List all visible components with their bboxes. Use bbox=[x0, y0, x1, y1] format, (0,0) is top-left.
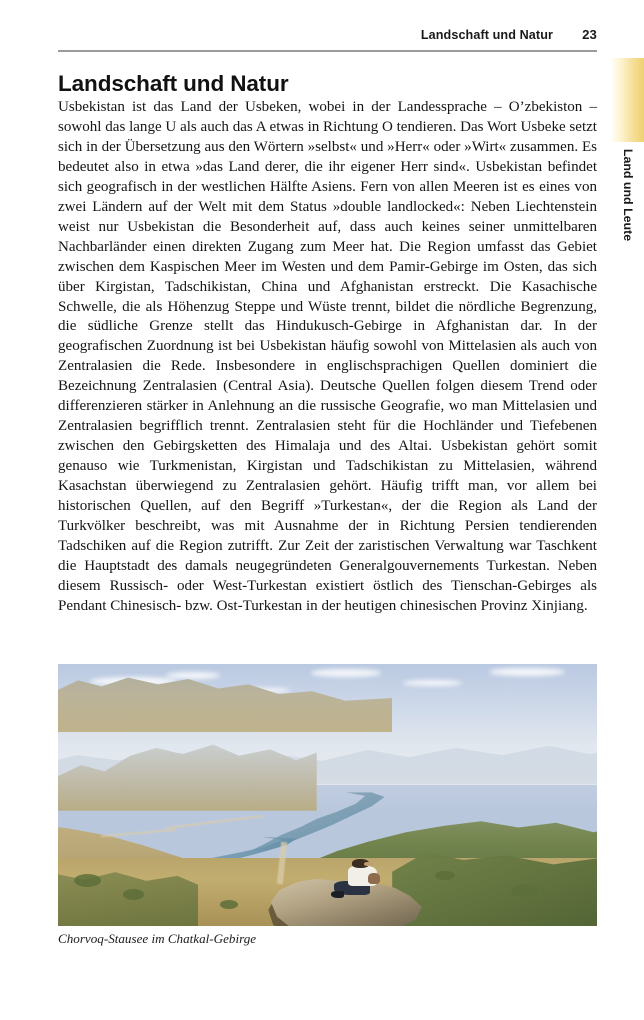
figure bbox=[58, 664, 597, 926]
page-title: Landschaft und Natur bbox=[58, 71, 289, 97]
body-paragraph: Usbekistan ist das Land der Usbeken, wobei in der Landessprache – O’zbekiston – sowohl das lange U als auch das A etwas in Richtung O tendieren. Das Wort Usbeke setzt sich in der Übersetzung aus den Wörtern »selbst« und »Herr« oder »Wirt« zusammen. Es bedeutet also in etwa »das Land derer, die ihr eigener Herr sind«. Usbekistan befindet sich geografisch in der westlichen Hälfte Asiens. Fern von allen Meeren ist es eines von zwei Ländern auf der Welt mit dem Status »double landlocked«: Neben Liechtenstein weist nur Usbekistan die Besonderheit auf, dass auch keines seiner unmittelbaren Nachbarländer einen direkten Zugang zum Meer hat. Die Region umfasst das Gebiet zwischen dem Kaspischen Meer im Westen und dem Pamir-Gebirge im Osten, das sich über Kirgistan, Tadschikistan, China und Afghanistan erstreckt. Die Kasachische Schwelle, die als Höhenzug Steppe und Wüste trennt, bildet die nördliche Begrenzung, die südliche Grenze stellt das Hindukusch-Gebirge in Afghanistan dar. In der geografischen Zuordnung ist bei Usbekistan häufig sowohl von Mittelasien als auch von Zentralasien die Rede. Insbesondere in englischsprachigen Quellen dominiert die Bezeichnung Zentralasien (Central Asia). Deutsche Quellen folgen diesem Trend oder differenzieren stärker in Anlehnung an die russische Geografie, wo man Mittelasien und Zentralasien begrifflich trennt. Zentralasien steht für die Hochländer und Tiefebenen zwischen den Gebirgsketten des Himalaja und des Altai. Usbekistan gehört somit genauso wie Turkmenistan, Kirgistan und Tadschikistan zu Mittelasien, während Kasachstan überwiegend zu Zentralasien gehört. Häufig trifft man, vor allem bei historischen Quellen, auf den Begriff »Turkestan«, der die Region als Land der Turkvölker beschreibt, was mit Ausnahme der in Richtung Persien tendierenden Tadschiken auf die Region zutrifft. Zur Zeit der zaristischen Verwaltung war Taschkent die Hauptstadt des damals neugegründeten Generalgouvernements Turkestan. Neben diesem Russisch- oder West-Turkestan existiert östlich des Tienschan-Gebirges als Pendant Chinesisch- bzw. Ost-Turkestan in der heutigen chinesischen Provinz Xinjiang. bbox=[58, 99, 597, 614]
running-head-title: Landschaft und Natur bbox=[420, 28, 553, 42]
person-arm bbox=[368, 873, 380, 884]
bush bbox=[74, 874, 101, 887]
person-foot bbox=[331, 891, 344, 898]
seated-person bbox=[330, 859, 395, 901]
side-thumb-tab-text: Land und Leute bbox=[621, 148, 636, 242]
bush bbox=[220, 900, 238, 909]
side-thumb-tab-label bbox=[612, 142, 644, 302]
atmospheric-haze bbox=[58, 743, 597, 811]
landscape-photo bbox=[58, 664, 597, 926]
person-face bbox=[364, 862, 372, 867]
cloud bbox=[403, 680, 462, 686]
running-head bbox=[58, 27, 597, 49]
bush bbox=[511, 884, 538, 897]
body-text bbox=[58, 98, 597, 617]
page-number: 23 bbox=[582, 27, 597, 42]
side-thumb-tab bbox=[612, 58, 644, 142]
dirt-track bbox=[166, 815, 263, 829]
header-rule bbox=[58, 50, 597, 52]
figure-caption: Chorvoq-Stausee im Chatkal-Gebirge bbox=[58, 931, 257, 946]
dirt-track bbox=[101, 828, 176, 837]
foreground-vegetation-right bbox=[392, 853, 597, 926]
cloud bbox=[166, 672, 220, 679]
